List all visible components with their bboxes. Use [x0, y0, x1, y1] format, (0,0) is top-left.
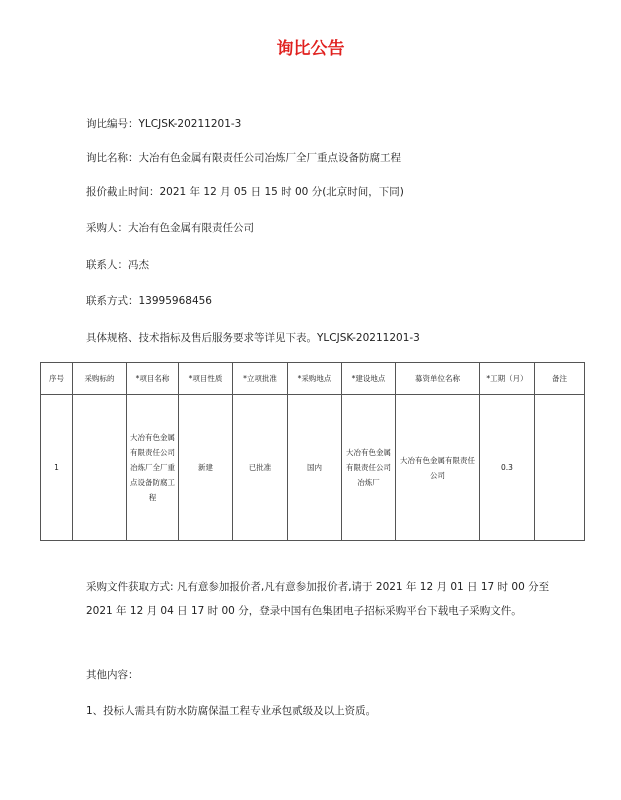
spec-intro: 具体规格、技术指标及售后服务要求等详见下表。YLCJSK-20211201-3: [86, 332, 420, 344]
table-header-row: [41, 363, 585, 395]
inquiry-name: 询比名称：大冶有色金属有限责任公司冶炼厂全厂重点设备防腐工程: [86, 152, 401, 164]
header-cell: *立项批准: [233, 363, 288, 395]
procurement-method: 采购文件获取方式: 凡有意参加报价者,凡有意参加报价者,请于 2021 年 12 月 01 日 17 时 00 分至 2021 年 12 月 04 日 17 时 00 分，登录中国有色集团电子招标采购平台下载电子采购文件。: [86, 581, 550, 617]
header-cell: 募资单位名称: [396, 363, 480, 395]
header-cell: 采购标的: [73, 363, 127, 395]
header-cell: *采购地点: [288, 363, 342, 395]
cell-site: 大冶有色金属有限责任公司冶炼厂: [342, 395, 396, 541]
cell-approval: 已批准: [233, 395, 288, 541]
cell-nature: 新建: [179, 395, 233, 541]
contact-phone: 联系方式：13995968456: [86, 295, 212, 307]
procurement-table: [40, 362, 585, 541]
cell-unit: 大冶有色金属有限责任公司: [396, 395, 480, 541]
quote-deadline: 报价截止时间：2021 年 12 月 05 日 15 时 00 分(北京时间，下同): [86, 186, 404, 198]
buyer: 采购人：大冶有色金属有限责任公司: [86, 222, 254, 234]
cell-target: [73, 395, 127, 541]
other-content-item: 1、投标人需具有防水防腐保温工程专业承包贰级及以上资质。: [86, 705, 377, 717]
page-title: 询比公告: [276, 39, 345, 59]
header-cell: *建设地点: [342, 363, 396, 395]
cell-no: 1: [41, 395, 73, 541]
cell-project-name: 大冶有色金属有限责任公司冶炼厂全厂重点设备防腐工程: [127, 395, 179, 541]
header-cell: *工期（月）: [480, 363, 535, 395]
header-cell: 序号: [41, 363, 73, 395]
other-content-label: 其他内容：: [86, 669, 139, 681]
contact-person: 联系人：冯杰: [86, 259, 149, 271]
cell-remark: [535, 395, 585, 541]
cell-period: 0.3: [480, 395, 535, 541]
header-cell: *项目性质: [179, 363, 233, 395]
header-cell: *项目名称: [127, 363, 179, 395]
table-row: [41, 395, 585, 541]
header-cell: 备注: [535, 363, 585, 395]
inquiry-number: 询比编号：YLCJSK-20211201-3: [86, 118, 242, 130]
cell-location: 国内: [288, 395, 342, 541]
